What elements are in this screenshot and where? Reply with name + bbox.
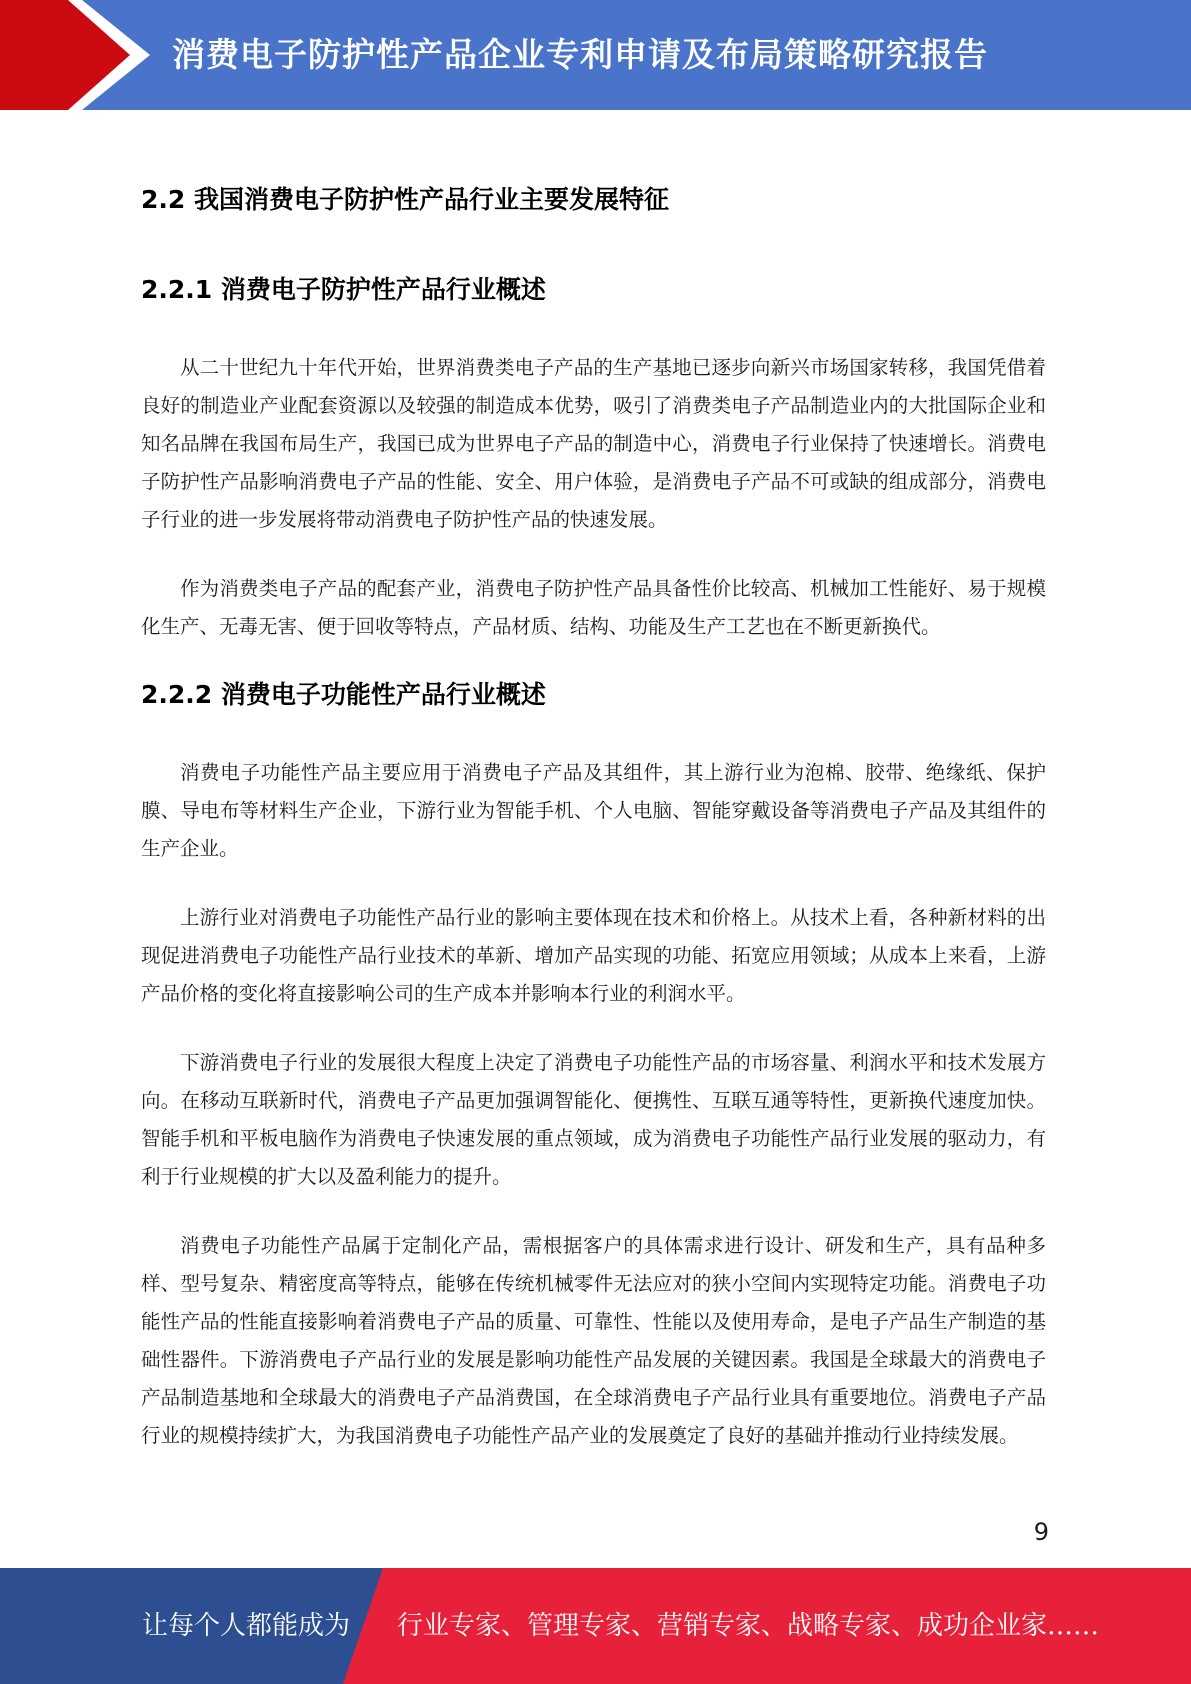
header-chevron-decoration bbox=[0, 0, 150, 110]
paragraph: 下游消费电子行业的发展很大程度上决定了消费电子功能性产品的市场容量、利润水平和技术发展方向。在移动互联新时代，消费电子产品更加强调智能化、便携性、互联互通等特性，更新换代速度加快。智能手机和平板电脑作为消费电子快速发展的重点领域，成为消费电子功能性产品行业发展的驱动力，有利于行业规模的扩大以及盈利能力的提升。 bbox=[141, 1051, 1046, 1188]
page-content bbox=[141, 175, 1046, 1455]
header-banner bbox=[0, 0, 1191, 110]
subsection-heading-2-2-1: 2.2.1 消费电子防护性产品行业概述 bbox=[141, 275, 546, 304]
subsection-heading-2-2-2: 2.2.2 消费电子功能性产品行业概述 bbox=[141, 680, 546, 709]
footer-banner bbox=[0, 1568, 1191, 1684]
report-title: 消费电子防护性产品企业专利申请及布局策略研究报告 bbox=[172, 35, 988, 74]
section-heading: 2.2 我国消费电子防护性产品行业主要发展特征 bbox=[141, 185, 669, 214]
footer-slogan-left: 让每个人都能成为 bbox=[142, 1611, 351, 1641]
footer-slogan-right: 行业专家、管理专家、营销专家、战略专家、成功企业家…… bbox=[397, 1611, 1100, 1641]
paragraph: 作为消费类电子产品的配套产业，消费电子防护性产品具备性价比较高、机械加工性能好、易于规模化生产、无毒无害、便于回收等特点，产品材质、结构、功能及生产工艺也在不断更新换代。 bbox=[141, 577, 1046, 638]
paragraph: 从二十世纪九十年代开始，世界消费类电子产品的生产基地已逐步向新兴市场国家转移，我国凭借着良好的制造业产业配套资源以及较强的制造成本优势，吸引了消费类电子产品制造业内的大批国际企业和知名品牌在我国布局生产，我国已成为世界电子产品的制造中心，消费电子行业保持了快速增长。消费电子防护性产品影响消费电子产品的性能、安全、用户体验，是消费电子产品不可或缺的组成部分，消费电子行业的进一步发展将带动消费电子防护性产品的快速发展。 bbox=[141, 356, 1046, 531]
paragraph: 消费电子功能性产品主要应用于消费电子产品及其组件，其上游行业为泡棉、胶带、绝缘纸、保护膜、导电布等材料生产企业，下游行业为智能手机、个人电脑、智能穿戴设备等消费电子产品及其组件的生产企业。 bbox=[141, 761, 1046, 860]
paragraph: 上游行业对消费电子功能性产品行业的影响主要体现在技术和价格上。从技术上看，各种新材料的出现促进消费电子功能性产品行业技术的革新、增加产品实现的功能、拓宽应用领域；从成本上来看，上游产品价格的变化将直接影响公司的生产成本并影响本行业的利润水平。 bbox=[141, 906, 1046, 1005]
page-number: 9 bbox=[1033, 1518, 1049, 1546]
paragraph: 消费电子功能性产品属于定制化产品，需根据客户的具体需求进行设计、研发和生产，具有品种多样、型号复杂、精密度高等特点，能够在传统机械零件无法应对的狭小空间内实现特定功能。消费电子功能性产品的性能直接影响着消费电子产品的质量、可靠性、性能以及使用寿命，是电子产品生产制造的基础性器件。下游消费电子产品行业的发展是影响功能性产品发展的关键因素。我国是全球最大的消费电子产品制造基地和全球最大的消费电子产品消费国，在全球消费电子产品行业具有重要地位。消费电子产品行业的规模持续扩大，为我国消费电子功能性产品产业的发展奠定了良好的基础并推动行业持续发展。 bbox=[141, 1234, 1046, 1447]
